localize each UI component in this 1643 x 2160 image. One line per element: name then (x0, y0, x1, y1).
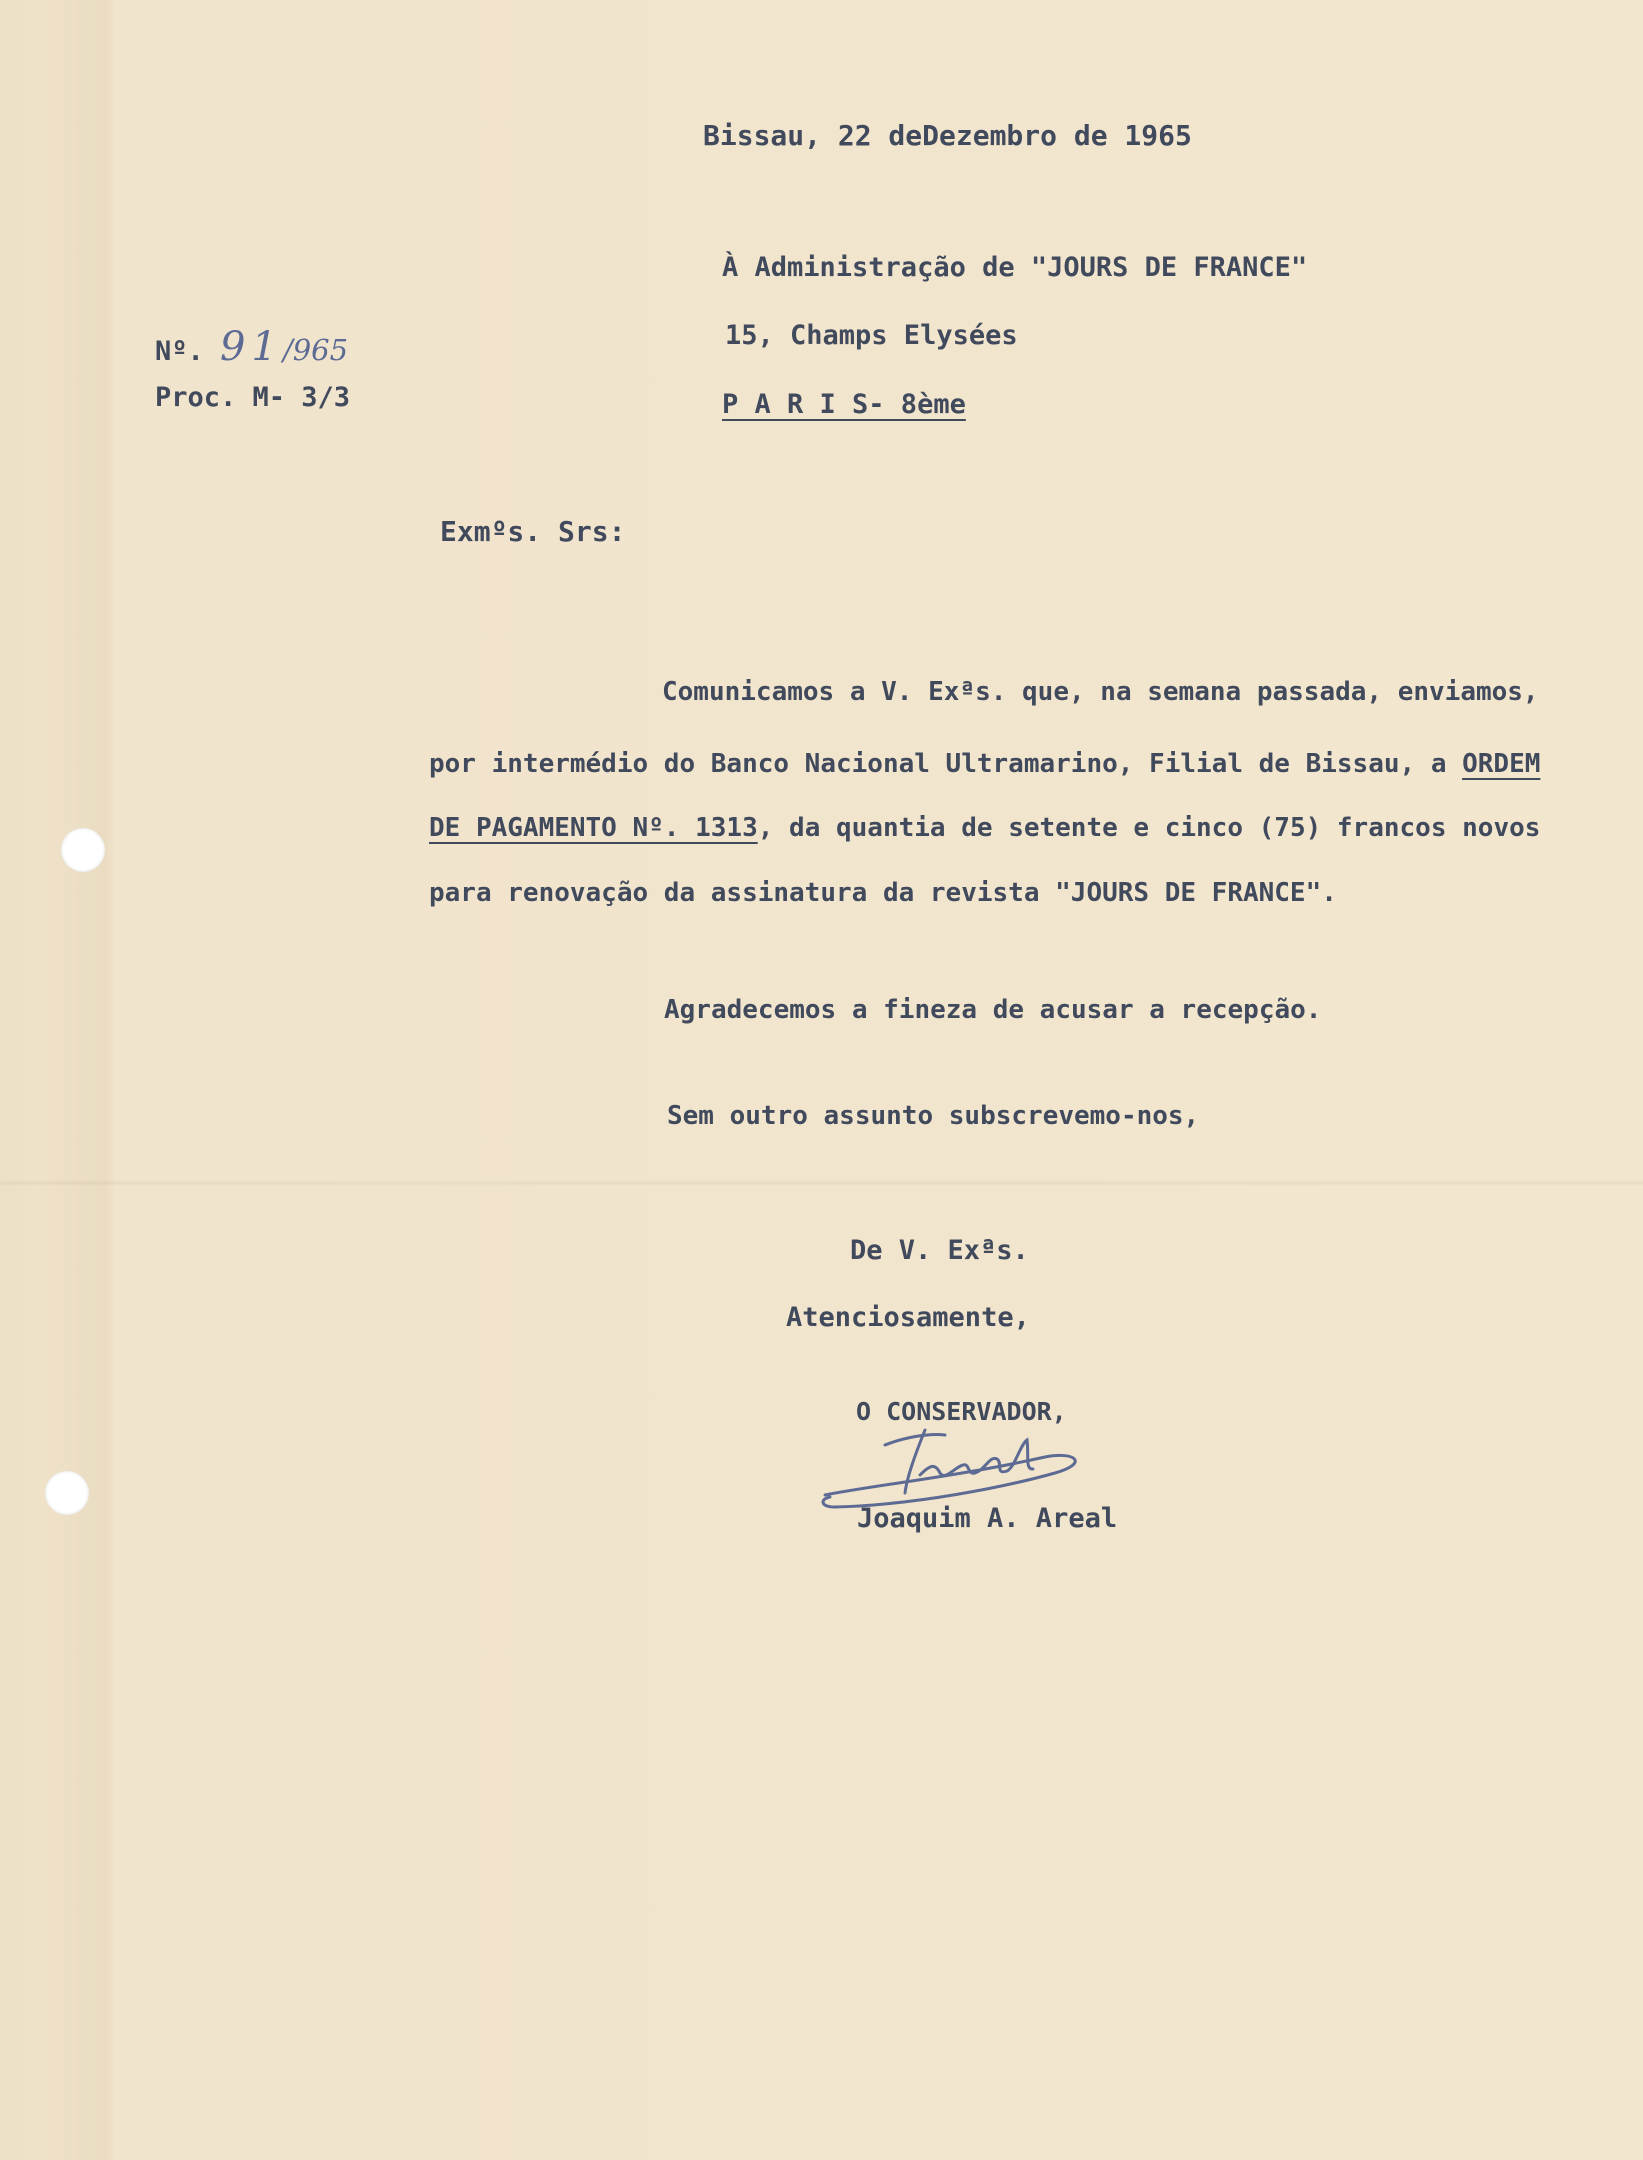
signature (815, 1415, 1105, 1515)
signatory-role: O CONSERVADOR, (856, 1397, 1067, 1426)
body-p3: Sem outro assunto subscrevemo-nos, (667, 1101, 1200, 1131)
punch-hole-bottom (45, 1471, 89, 1515)
paper-fold (0, 1180, 1643, 1186)
body-p1-line2-text: por intermédio do Banco Nacional Ultramarino, Filial de Bissau, a (429, 749, 1463, 779)
addressee-line-1: À Administração de "JOURS DE FRANCE" (722, 252, 1308, 283)
body-p1-line4: para renovação da assinatura da revista "JOURS DE FRANCE". (429, 878, 1337, 908)
payment-order-ref-part1: ORDEM (1462, 749, 1541, 779)
body-p1-line3-text: , da quantia de setente e cinco (75) francos novos (757, 813, 1541, 843)
payment-order-ref-part2: DE PAGAMENTO Nº. 1313 (429, 813, 758, 843)
reference-suffix: /965 (282, 333, 349, 367)
signatory-name: Joaquim A. Areal (857, 1503, 1118, 1534)
process-reference: Proc. M- 3/3 (155, 382, 351, 413)
reference-handwritten-number: 91 (220, 324, 283, 370)
closing-line-1: De V. Exªs. (850, 1235, 1029, 1266)
body-p1-line2 (429, 751, 1540, 777)
salutation: Exmºs. Srs: (440, 515, 626, 548)
punch-hole-top (61, 828, 105, 872)
reference-number (155, 324, 349, 370)
body-p1-line3 (429, 815, 1540, 841)
date-line: Bissau, 22 deDezembro de 1965 (703, 119, 1192, 152)
closing-line-2: Atenciosamente, (786, 1302, 1030, 1333)
reference-prefix: Nº. (155, 336, 204, 367)
addressee-line-2: 15, Champs Elysées (725, 320, 1018, 351)
body-p1-line1: Comunicamos a V. Exªs. que, na semana passada, enviamos, (662, 677, 1539, 707)
body-p2: Agradecemos a fineza de acusar a recepção. (664, 995, 1322, 1025)
addressee-line-3: P A R I S- 8ème (722, 389, 966, 420)
